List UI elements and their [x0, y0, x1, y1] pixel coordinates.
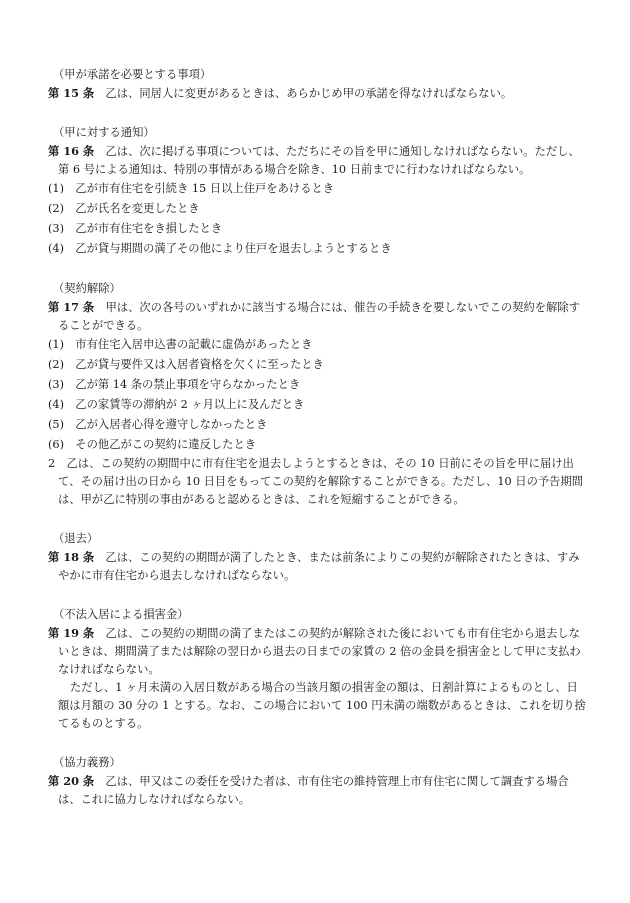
article-text — [48, 624, 586, 679]
article-number: 第 15 条 — [48, 86, 95, 100]
article-heading: （甲が承諾を必要とする事項） — [53, 68, 212, 81]
article-heading: （不法入居による損害金） — [53, 608, 189, 621]
article-number: 第 18 条 — [48, 550, 95, 564]
list-item: (4) 乙の家賃等の滞納が 2 ヶ月以上に及んだとき — [48, 398, 305, 411]
article-body: 乙は、この契約の期間が満了したとき、または前条によりこの契約が解除されたときは、すみやかに市有住宅から退去しなければならない。 — [58, 551, 580, 582]
section-article-17 — [48, 280, 586, 509]
section-article-15 — [48, 66, 586, 103]
section-article-18 — [48, 530, 586, 585]
document-body — [48, 66, 586, 830]
article-number: 第 17 条 — [48, 300, 95, 314]
section-article-20 — [48, 754, 586, 809]
list-item: (1) 乙が市有住宅を引続き 15 日以上住戸をあけるとき — [48, 182, 335, 195]
article-number: 第 19 条 — [48, 626, 95, 640]
section-article-16 — [48, 124, 586, 259]
section-article-19 — [48, 606, 586, 733]
article-paragraph-2: 2 乙は、この契約の期間中に市有住宅を退去しようとするときは、その 10 日前にその旨を甲に届け出て、その届け出の日から 10 日目をもってこの契約を解除することができる。ただし、10 日の予告期間は、甲が乙に特別の事由があると認めるときは、これを短縮することができる。 — [48, 457, 584, 506]
list-item: (3) 乙が第 14 条の禁止事項を守らなかったとき — [48, 378, 301, 391]
article-heading: （協力義務） — [53, 756, 121, 769]
list-item: (4) 乙が貸与期間の満了その他により住戸を退去しようとするとき — [48, 242, 392, 255]
list-item: (6) その他乙がこの契約に違反したとき — [48, 438, 257, 451]
list-item: (5) 乙が入居者心得を遵守しなかったとき — [48, 418, 268, 431]
article-text — [48, 298, 586, 335]
article-number: 第 20 条 — [48, 774, 95, 788]
article-text — [48, 84, 586, 103]
article-body: 乙は、この契約の期間の満了またはこの契約が解除された後においても市有住宅から退去しないときは、期間満了または解除の翌日から退去の日までの家賃の 2 倍の金員を損害金として甲に支払わなければならない。 — [58, 627, 581, 676]
article-number: 第 16 条 — [48, 144, 95, 158]
article-proviso: ただし、1 ヶ月未満の入居日数がある場合の当該月額の損害金の額は、日割計算によるものとし、日額は月額の 30 分の 1 とする。なお、この場合において 100 円未満の端数があるときは、これを切り捨てるものとする。 — [58, 681, 586, 730]
article-body: 乙は、次に掲げる事項については、ただちにその旨を甲に通知しなければならない。ただし、第 6 号による通知は、特別の事情がある場合を除き、10 日前までに行わなければならない。 — [58, 145, 580, 176]
article-text — [48, 772, 586, 809]
list-item: (3) 乙が市有住宅をき損したとき — [48, 222, 223, 235]
article-heading: （退去） — [53, 532, 99, 545]
article-body: 甲は、次の各号のいずれかに該当する場合には、催告の手続きを要しないでこの契約を解除することができる。 — [58, 301, 580, 332]
article-heading: （甲に対する通知） — [53, 126, 155, 139]
article-text — [48, 142, 586, 179]
list-item: (1) 市有住宅入居申込書の記載に虚偽があったとき — [48, 338, 313, 351]
article-body: 乙は、甲又はこの委任を受けた者は、市有住宅の維持管理上市有住宅に関して調査する場合は、これに協力しなければならない。 — [58, 775, 569, 806]
article-heading: （契約解除） — [53, 282, 121, 295]
list-item: (2) 乙が氏名を変更したとき — [48, 202, 200, 215]
article-body: 乙は、同居人に変更があるときは、あらかじめ甲の承諾を得なければならない。 — [94, 87, 513, 100]
article-text — [48, 548, 586, 585]
list-item: (2) 乙が貸与要件又は入居者資格を欠くに至ったとき — [48, 358, 324, 371]
